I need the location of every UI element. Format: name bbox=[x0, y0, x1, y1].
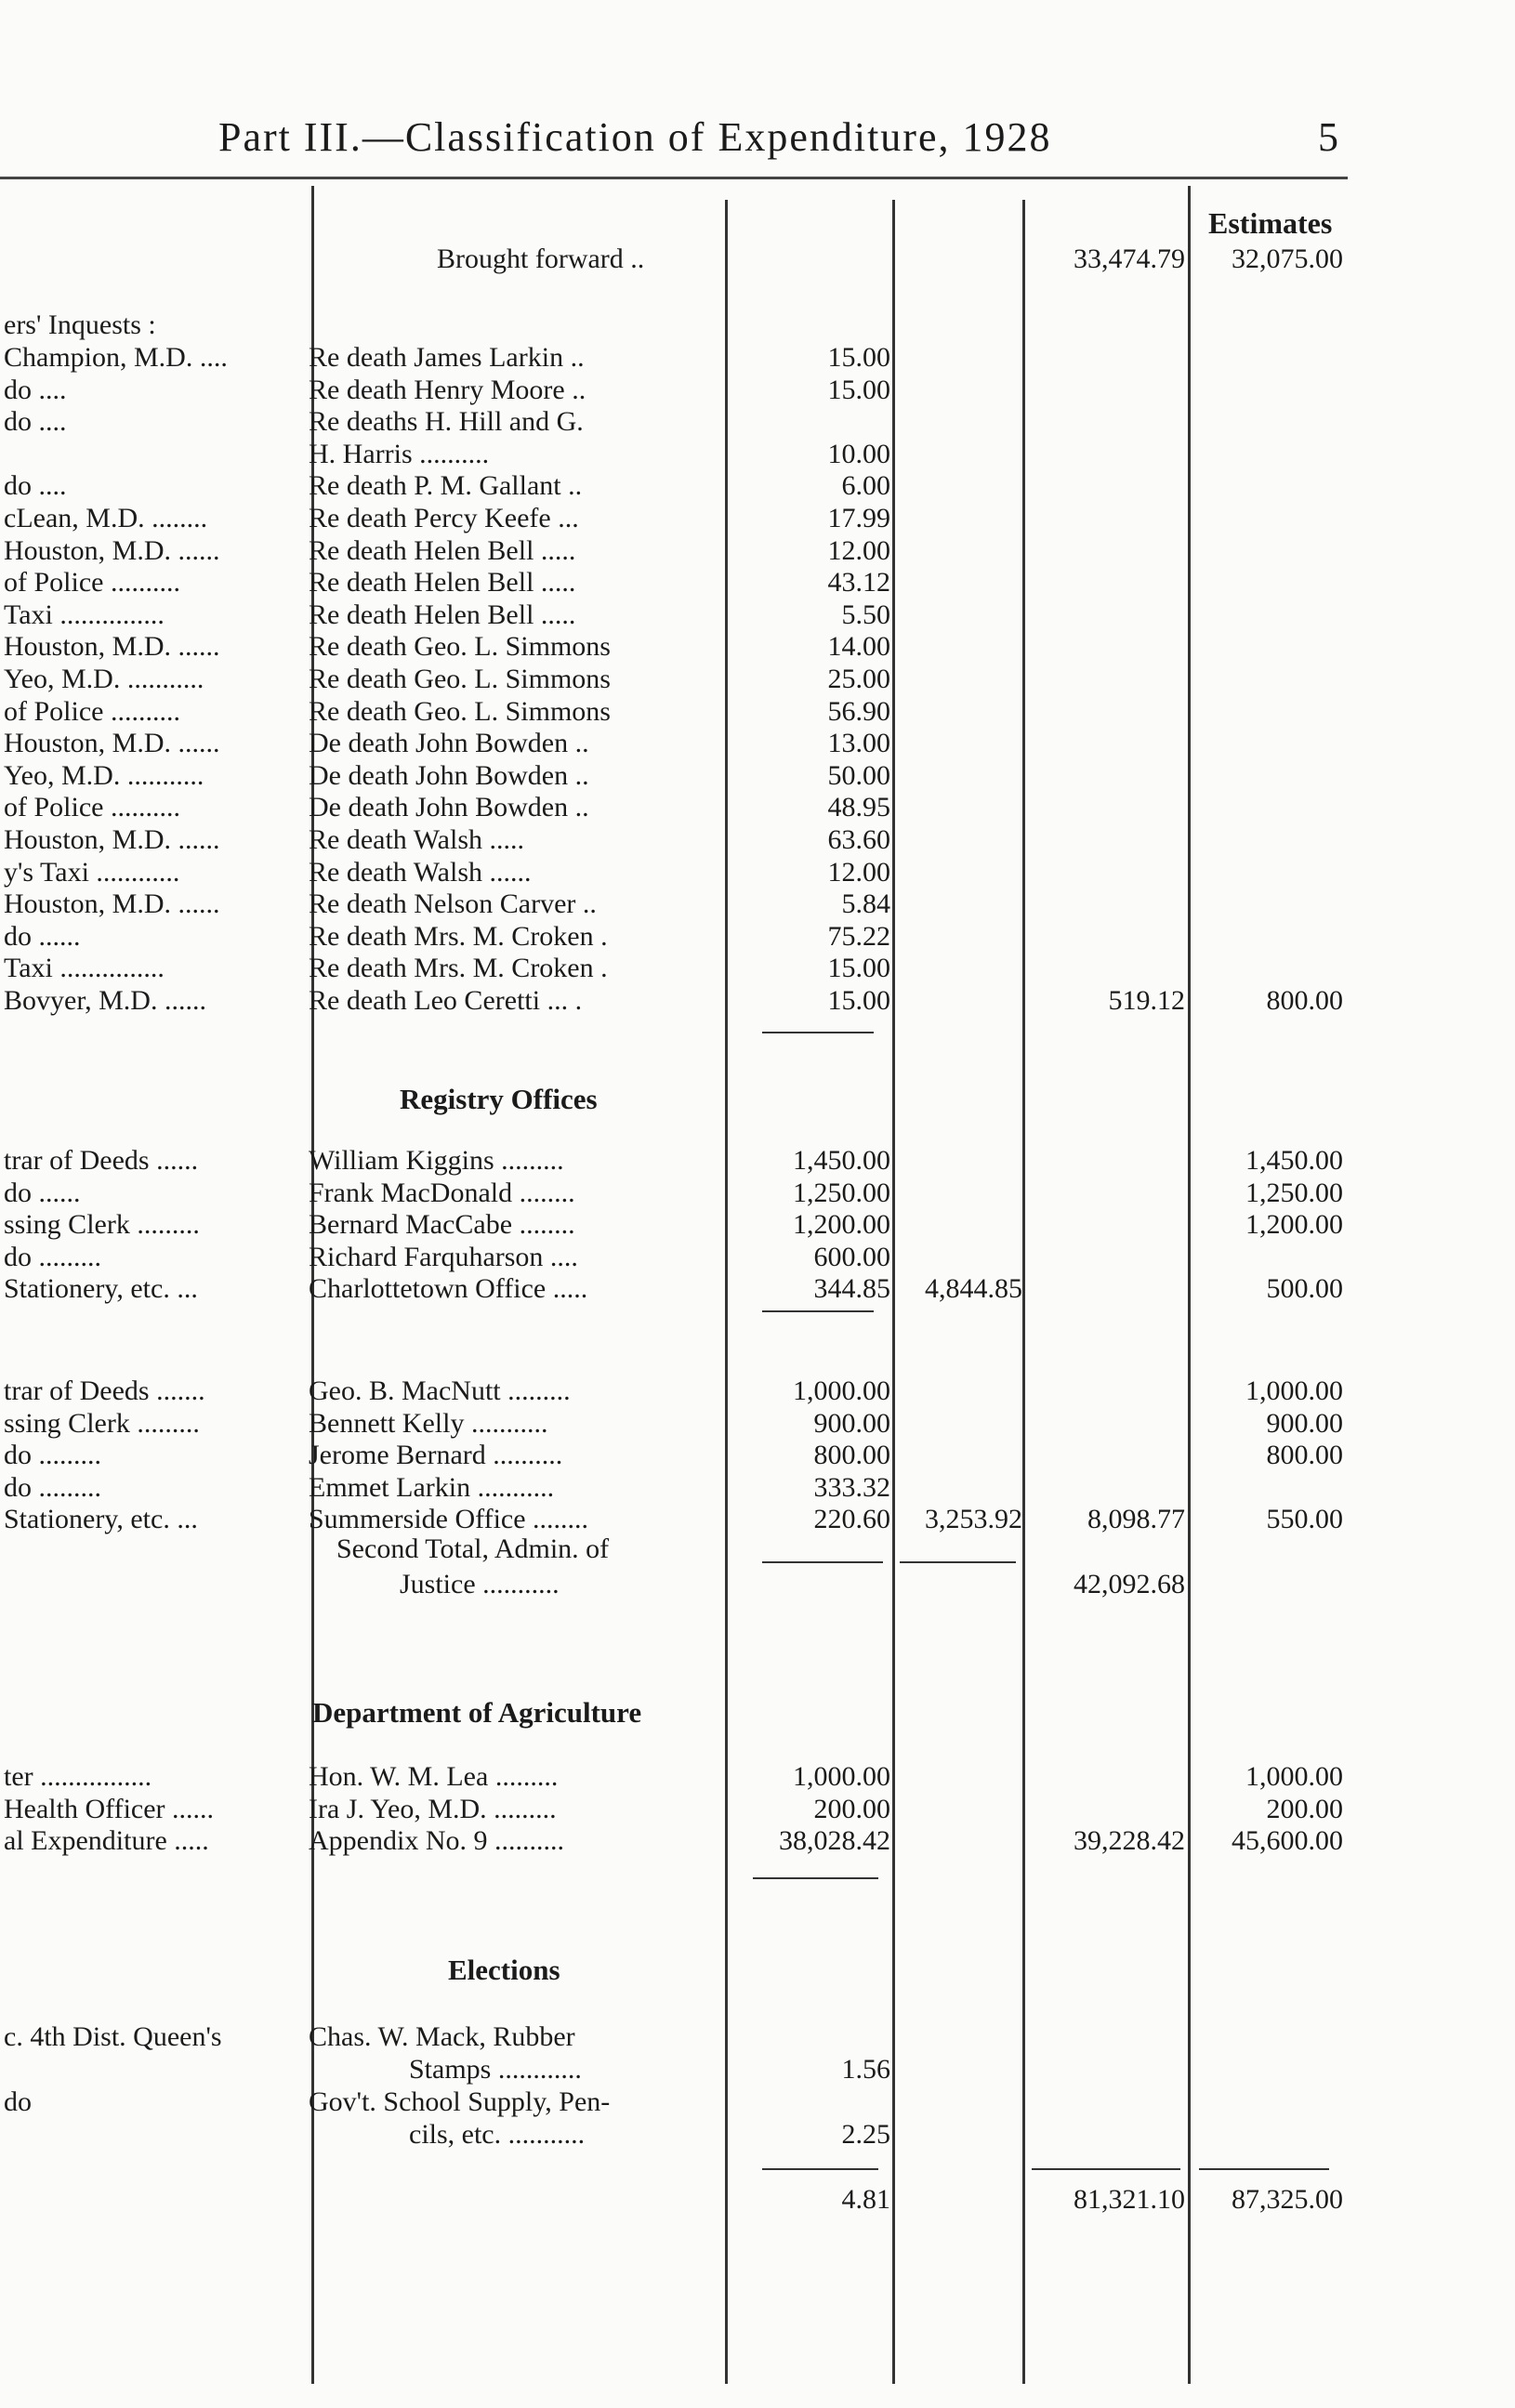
inquest-row bbox=[0, 375, 1348, 406]
registry-heading: Registry Offices bbox=[400, 1083, 598, 1115]
amount: 13.00 bbox=[827, 728, 890, 759]
item: Jerome Bernard .......... bbox=[309, 1440, 563, 1471]
elections-total: 4.81 bbox=[841, 2184, 890, 2215]
item: Re death Geo. L. Simmons bbox=[309, 695, 611, 727]
amount: 15.00 bbox=[827, 374, 890, 405]
estimate: 900.00 bbox=[1266, 1407, 1343, 1439]
item: Re death P. M. Gallant .. bbox=[309, 470, 583, 502]
item: Re death Walsh ...... bbox=[309, 856, 532, 888]
item: Re death Walsh ..... bbox=[309, 824, 524, 855]
payee: of Police .......... bbox=[4, 792, 180, 823]
amount: 63.60 bbox=[827, 824, 890, 855]
estimate: 1,250.00 bbox=[1245, 1177, 1343, 1208]
amount: 200.00 bbox=[813, 1793, 890, 1824]
estimate: 200.00 bbox=[1266, 1793, 1343, 1824]
payee: Taxi ............... bbox=[4, 953, 165, 984]
amount: 344.85 bbox=[813, 1273, 890, 1305]
payee: Champion, M.D. .... bbox=[4, 342, 228, 373]
elections-heading: Elections bbox=[448, 1954, 560, 1986]
registry-ch-rule bbox=[762, 1310, 874, 1312]
payee: do .... bbox=[4, 406, 67, 438]
registry-row bbox=[0, 1440, 1348, 1471]
payee: al Expenditure ..... bbox=[4, 1825, 209, 1857]
item: Re death Helen Bell ..... bbox=[309, 567, 576, 599]
inquests-total: 519.12 bbox=[1108, 985, 1185, 1016]
item-line-2: cils, etc. ........... bbox=[409, 2119, 586, 2150]
payee: Houston, M.D. ...... bbox=[4, 631, 220, 663]
estimate: 1,200.00 bbox=[1245, 1209, 1343, 1241]
election-row-cont bbox=[0, 2119, 1348, 2151]
inquest-row bbox=[0, 857, 1348, 888]
amount: 1,200.00 bbox=[793, 1209, 890, 1241]
item: William Kiggins ......... bbox=[309, 1145, 564, 1176]
item: Appendix No. 9 .......... bbox=[309, 1825, 564, 1857]
elections-rule-1 bbox=[762, 2168, 878, 2170]
amount: 900.00 bbox=[813, 1407, 890, 1439]
inquest-row bbox=[0, 760, 1348, 792]
election-row bbox=[0, 2086, 1348, 2118]
item: Hon. W. M. Lea ......... bbox=[309, 1761, 559, 1792]
item: Bennett Kelly ........... bbox=[309, 1407, 548, 1439]
registry-row bbox=[0, 1408, 1348, 1440]
item-line-1: Chas. W. Mack, Rubber bbox=[309, 2021, 575, 2052]
amount: 12.00 bbox=[827, 856, 890, 888]
payee: trar of Deeds ...... bbox=[4, 1145, 199, 1176]
inquest-row bbox=[0, 631, 1348, 663]
registry-row bbox=[0, 1375, 1348, 1407]
item: De death John Bowden .. bbox=[309, 792, 589, 823]
page-title: Part III.—Classification of Expenditure, 1928 bbox=[218, 114, 1052, 160]
estimate: 800.00 bbox=[1266, 1440, 1343, 1471]
item: Frank MacDonald ........ bbox=[309, 1177, 575, 1208]
amount: 2.25 bbox=[841, 2119, 890, 2150]
amount: 43.12 bbox=[827, 567, 890, 599]
payee: Houston, M.D. ...... bbox=[4, 888, 220, 920]
amount: 1,250.00 bbox=[793, 1177, 890, 1208]
item: Summerside Office ........ bbox=[309, 1504, 589, 1535]
amount: 75.22 bbox=[827, 920, 890, 952]
grand-total: 81,321.10 bbox=[1074, 2184, 1185, 2215]
registry-sm-subtotal: 3,253.92 bbox=[925, 1504, 1022, 1535]
second-total-row-2 bbox=[0, 1569, 1348, 1600]
item: Re death Percy Keefe ... bbox=[309, 503, 579, 533]
item: De death John Bowden .. bbox=[309, 728, 589, 759]
payee: do .... bbox=[4, 470, 67, 502]
amount: 17.99 bbox=[827, 503, 890, 533]
item: Re death Nelson Carver .. bbox=[309, 888, 597, 920]
payee: Health Officer ...... bbox=[4, 1793, 215, 1824]
item: Emmet Larkin ........... bbox=[309, 1471, 555, 1503]
payee: do ...... bbox=[4, 1177, 81, 1208]
item: Re deaths H. Hill and G. bbox=[309, 406, 584, 438]
registry-row bbox=[0, 1472, 1348, 1504]
estimate: 45,600.00 bbox=[1232, 1825, 1343, 1857]
payee: y's Taxi ............ bbox=[4, 856, 180, 888]
amount: 38,028.42 bbox=[779, 1825, 890, 1857]
amount: 5.84 bbox=[841, 888, 890, 920]
inquest-row bbox=[0, 599, 1348, 631]
item: H. Harris .......... bbox=[309, 438, 490, 469]
payee: Bovyer, M.D. ...... bbox=[4, 985, 206, 1016]
inquest-row bbox=[0, 953, 1348, 984]
inquest-row bbox=[0, 824, 1348, 856]
item: De death John Bowden .. bbox=[309, 759, 589, 791]
amount: 15.00 bbox=[827, 342, 890, 373]
inquest-row bbox=[0, 792, 1348, 823]
amount: 1,450.00 bbox=[793, 1145, 890, 1176]
registry-row bbox=[0, 1178, 1348, 1209]
amount: 220.60 bbox=[813, 1504, 890, 1535]
inquest-row bbox=[0, 728, 1348, 759]
amount: 1,000.00 bbox=[793, 1375, 890, 1406]
inquest-row bbox=[0, 342, 1348, 374]
amount: 15.00 bbox=[827, 953, 890, 984]
inquest-row bbox=[0, 503, 1348, 534]
amount: 12.00 bbox=[827, 534, 890, 566]
grand-total-row bbox=[0, 2184, 1348, 2216]
payee: Stationery, etc. ... bbox=[4, 1273, 198, 1305]
inquests-total-row bbox=[0, 985, 1348, 1017]
inquests-heading-text: ers' Inquests : bbox=[4, 309, 156, 340]
election-row-cont bbox=[0, 2054, 1348, 2086]
estimate: 1,450.00 bbox=[1245, 1145, 1343, 1176]
item: Geo. B. MacNutt ......... bbox=[309, 1375, 571, 1406]
payee: do ......... bbox=[4, 1440, 101, 1471]
registry-ch-subtotal-row bbox=[0, 1273, 1348, 1305]
brought-forward-row bbox=[0, 243, 1348, 275]
inquest-row bbox=[0, 470, 1348, 502]
payee: of Police .......... bbox=[4, 567, 180, 599]
second-total-label: Second Total, Admin. of bbox=[336, 1533, 610, 1564]
agriculture-total: 39,228.42 bbox=[1074, 1825, 1185, 1857]
second-total-row-1 bbox=[0, 1533, 1348, 1565]
item: Re death Helen Bell ..... bbox=[309, 599, 576, 630]
registry-ch-subtotal: 4,844.85 bbox=[925, 1273, 1022, 1305]
payee: ter ................ bbox=[4, 1761, 152, 1792]
inquest-row bbox=[0, 567, 1348, 599]
item: Re death Leo Ceretti ... . bbox=[309, 985, 583, 1016]
inquest-row bbox=[0, 696, 1348, 728]
inquests-estimate: 800.00 bbox=[1266, 985, 1343, 1016]
amount: 800.00 bbox=[813, 1440, 890, 1471]
item: Ira J. Yeo, M.D. ......... bbox=[309, 1793, 557, 1824]
amount: 50.00 bbox=[827, 759, 890, 791]
amount: 25.00 bbox=[827, 664, 890, 694]
inquests-rule bbox=[762, 1032, 874, 1033]
agriculture-row bbox=[0, 1794, 1348, 1825]
payee: do bbox=[4, 2086, 32, 2117]
elections-rule-3 bbox=[1199, 2168, 1329, 2170]
agriculture-total-row bbox=[0, 1825, 1348, 1857]
estimate: 500.00 bbox=[1266, 1273, 1343, 1305]
amount: 1,000.00 bbox=[793, 1761, 890, 1792]
payee: c. 4th Dist. Queen's bbox=[4, 2021, 222, 2052]
amount: 14.00 bbox=[827, 631, 890, 663]
header-rule bbox=[0, 177, 1348, 179]
payee: do .... bbox=[4, 374, 67, 405]
payee: do ......... bbox=[4, 1471, 101, 1503]
item-line-2: Stamps ............ bbox=[409, 2054, 582, 2085]
page-header bbox=[0, 113, 1515, 169]
elections-rule-2 bbox=[1032, 2168, 1180, 2170]
inquest-row bbox=[0, 664, 1348, 695]
item: Re death Geo. L. Simmons bbox=[309, 664, 611, 694]
grand-estimate: 87,325.00 bbox=[1232, 2184, 1343, 2215]
second-total-label-2: Justice ........... bbox=[400, 1569, 560, 1599]
payee: of Police .......... bbox=[4, 695, 180, 727]
amount: 15.00 bbox=[827, 985, 890, 1016]
brought-forward-label: Brought forward .. bbox=[437, 243, 645, 274]
item: Re death Henry Moore .. bbox=[309, 374, 586, 405]
registry-row bbox=[0, 1145, 1348, 1177]
payee: Stationery, etc. ... bbox=[4, 1504, 198, 1535]
item: Re death Mrs. M. Croken . bbox=[309, 953, 608, 984]
item: Charlottetown Office ..... bbox=[309, 1273, 588, 1305]
inquest-row bbox=[0, 406, 1348, 438]
inquest-row bbox=[0, 535, 1348, 567]
amount: 56.90 bbox=[827, 695, 890, 727]
amount: 1.56 bbox=[841, 2054, 890, 2085]
amount: 600.00 bbox=[813, 1241, 890, 1272]
item: Re death Mrs. M. Croken . bbox=[309, 920, 608, 952]
registry-total: 8,098.77 bbox=[1087, 1504, 1185, 1535]
item: Re death Geo. L. Simmons bbox=[309, 631, 611, 663]
amount: 48.95 bbox=[827, 792, 890, 823]
payee: ssing Clerk ......... bbox=[4, 1209, 200, 1241]
payee: Houston, M.D. ...... bbox=[4, 824, 220, 855]
payee: Houston, M.D. ...... bbox=[4, 728, 220, 759]
payee: ssing Clerk ......... bbox=[4, 1407, 200, 1439]
agriculture-heading: Department of Agriculture bbox=[312, 1696, 642, 1729]
payee: do ...... bbox=[4, 920, 81, 952]
item: Richard Farquharson .... bbox=[309, 1241, 578, 1272]
inquests-heading bbox=[0, 309, 1348, 341]
inquest-row bbox=[0, 921, 1348, 953]
brought-forward-total: 33,474.79 bbox=[1074, 243, 1185, 274]
inquest-row bbox=[0, 888, 1348, 920]
payee: do ......... bbox=[4, 1241, 101, 1272]
payee: Yeo, M.D. ........... bbox=[4, 664, 204, 694]
estimate: 1,000.00 bbox=[1245, 1375, 1343, 1406]
payee: Yeo, M.D. ........... bbox=[4, 759, 204, 791]
estimate: 1,000.00 bbox=[1245, 1761, 1343, 1792]
amount: 5.50 bbox=[841, 599, 890, 630]
inquest-row bbox=[0, 439, 1348, 470]
estimate: 550.00 bbox=[1266, 1504, 1343, 1535]
payee: trar of Deeds ....... bbox=[4, 1375, 205, 1406]
payee: Houston, M.D. ...... bbox=[4, 534, 220, 566]
second-total-amount: 42,092.68 bbox=[1074, 1569, 1185, 1599]
page-number: 5 bbox=[1318, 114, 1338, 160]
agriculture-rule bbox=[753, 1877, 878, 1879]
registry-row bbox=[0, 1242, 1348, 1273]
payee: Taxi ............... bbox=[4, 599, 165, 630]
amount: 10.00 bbox=[827, 438, 890, 469]
brought-forward-estimate: 32,075.00 bbox=[1232, 243, 1343, 274]
estimates-label: Estimates bbox=[1208, 206, 1333, 240]
registry-sm-total-row bbox=[0, 1504, 1348, 1535]
registry-row bbox=[0, 1209, 1348, 1241]
item-line-1: Gov't. School Supply, Pen- bbox=[309, 2086, 611, 2117]
amount: 6.00 bbox=[841, 470, 890, 502]
item: Re death James Larkin .. bbox=[309, 342, 585, 373]
payee: cLean, M.D. ........ bbox=[4, 503, 208, 533]
amount: 333.32 bbox=[813, 1471, 890, 1503]
item: Re death Helen Bell ..... bbox=[309, 534, 576, 566]
item: Bernard MacCabe ........ bbox=[309, 1209, 575, 1241]
agriculture-row bbox=[0, 1761, 1348, 1793]
election-row bbox=[0, 2021, 1348, 2053]
